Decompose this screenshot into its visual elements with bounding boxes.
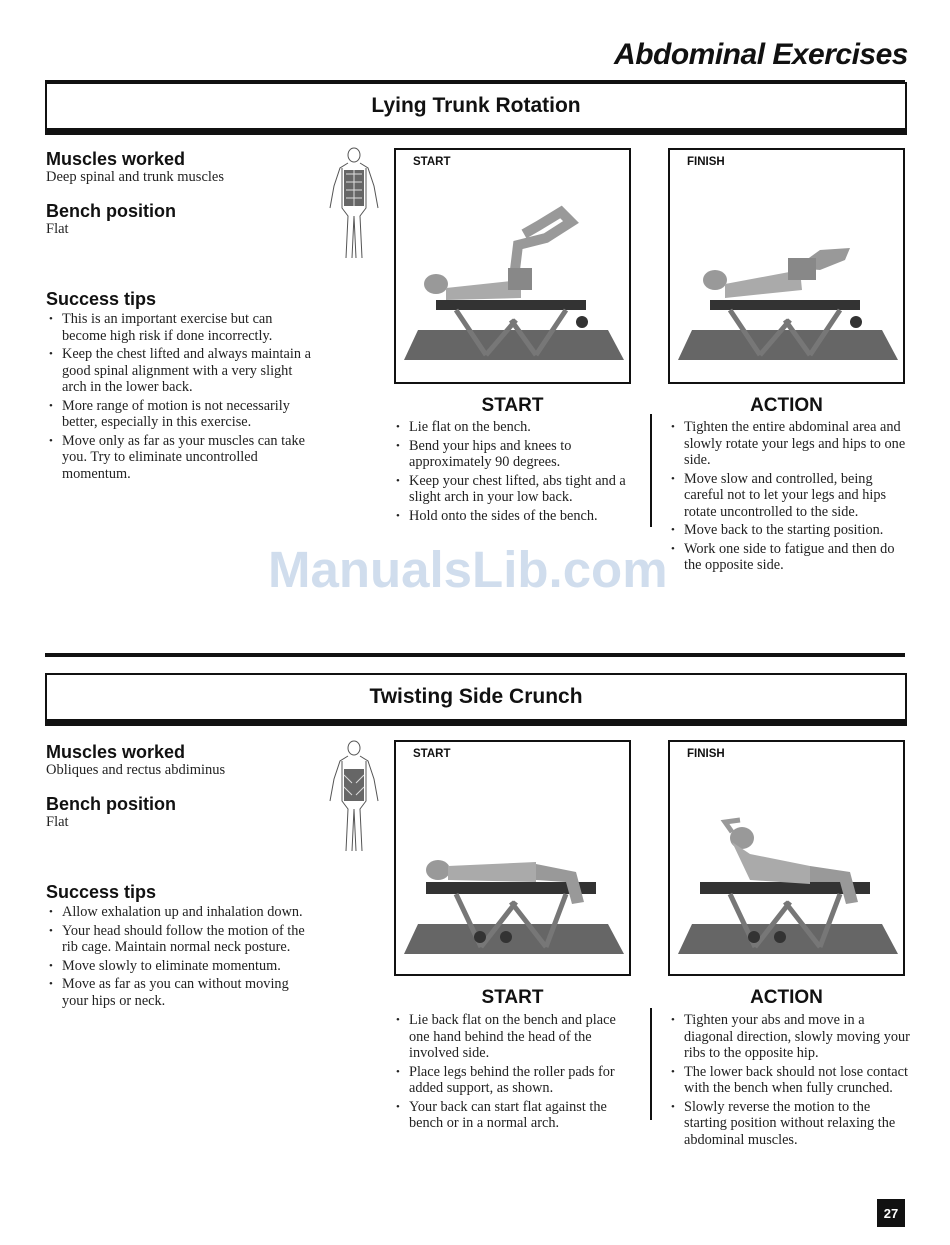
bench-heading: Bench position xyxy=(46,201,176,221)
muscle-anatomy-figure-icon xyxy=(326,739,382,857)
exercise-illustration-icon xyxy=(396,150,629,382)
step-item: • Tighten your abs and move in a diagonal direction, slowly moving your ribs to the opposite hip. xyxy=(684,1012,910,1062)
start-heading: START xyxy=(481,987,544,1008)
tip-item: • Move as far as you can without moving your hips or neck. xyxy=(62,976,314,1009)
column-divider xyxy=(650,414,652,527)
start-photo xyxy=(394,148,631,384)
step-item: • Tighten the entire abdominal area and slowly rotate your legs and hips to one side. xyxy=(684,419,910,469)
page-title: Abdominal Exercises xyxy=(614,38,908,71)
section-divider xyxy=(45,653,905,657)
tip-item: • Keep the chest lifted and always maintain a good spinal alignment with a very slight arch in the lower back. xyxy=(62,346,314,396)
tip-item: • Your head should follow the motion of the rib cage. Maintain normal neck posture. xyxy=(62,923,314,956)
step-item: • Move slow and controlled, being careful not to let your legs and hips rotate uncontrolled to the side. xyxy=(684,471,910,521)
step-item: • Hold onto the sides of the bench. xyxy=(409,508,638,525)
finish-photo xyxy=(668,148,905,384)
tip-item: • More range of motion is not necessarily better, especially in this exercise. xyxy=(62,398,314,431)
watermark: ManualsLib.com xyxy=(268,541,668,598)
section-title-lying-trunk-rotation: Lying Trunk Rotation xyxy=(45,82,907,135)
bench-text: Flat xyxy=(46,814,69,830)
step-item: • Slowly reverse the motion to the starting position without relaxing the abdominal muscles. xyxy=(684,1099,910,1149)
step-item: • Your back can start flat against the bench or in a normal arch. xyxy=(409,1099,638,1132)
tip-item: • Allow exhalation up and inhalation down. xyxy=(62,904,314,921)
start-steps-1 xyxy=(393,417,638,526)
bench-heading: Bench position xyxy=(46,794,176,814)
start-heading: START xyxy=(481,395,544,416)
column-divider xyxy=(650,1008,652,1120)
exercise-illustration-icon xyxy=(670,150,903,382)
action-steps-2 xyxy=(668,1010,910,1150)
muscles-block-1 xyxy=(46,149,316,185)
step-item: • Keep your chest lifted, abs tight and a slight arch in your low back. xyxy=(409,473,638,506)
bench-block-1 xyxy=(46,201,316,237)
step-item: • Move back to the starting position. xyxy=(684,522,910,539)
tips-heading: Success tips xyxy=(46,289,157,309)
exercise-illustration-icon xyxy=(396,742,629,974)
exercise-illustration-icon xyxy=(670,742,903,974)
action-steps-1 xyxy=(668,417,910,576)
success-tips-2 xyxy=(46,882,314,1011)
muscles-heading: Muscles worked xyxy=(46,149,186,169)
bench-block-2 xyxy=(46,794,316,830)
muscles-block-2 xyxy=(46,742,316,778)
photo-label: START xyxy=(413,748,451,760)
action-heading: ACTION xyxy=(750,987,823,1008)
action-heading: ACTION xyxy=(750,395,823,416)
start-steps-2 xyxy=(393,1010,638,1134)
tip-item: • Move only as far as your muscles can take you. Try to eliminate uncontrolled momentum. xyxy=(62,433,314,483)
tips-heading: Success tips xyxy=(46,882,157,902)
step-item: • The lower back should not lose contact with the bench when fully crunched. xyxy=(684,1064,910,1097)
page-number: 27 xyxy=(877,1199,905,1227)
muscles-text: Deep spinal and trunk muscles xyxy=(46,169,224,185)
start-photo xyxy=(394,740,631,976)
step-item: • Lie flat on the bench. xyxy=(409,419,638,436)
step-item: • Work one side to fatigue and then do the opposite side. xyxy=(684,541,910,574)
bench-text: Flat xyxy=(46,221,69,237)
muscle-anatomy-figure-icon xyxy=(326,146,382,264)
step-item: • Lie back flat on the bench and place one hand behind the head of the involved side. xyxy=(409,1012,638,1062)
muscles-heading: Muscles worked xyxy=(46,742,186,762)
step-item: • Place legs behind the roller pads for added support, as shown. xyxy=(409,1064,638,1097)
photo-label: START xyxy=(413,156,451,168)
tip-item: • Move slowly to eliminate momentum. xyxy=(62,958,314,975)
photo-label: FINISH xyxy=(687,748,725,760)
muscles-text: Obliques and rectus abdiminus xyxy=(46,762,226,778)
step-item: • Bend your hips and knees to approximately 90 degrees. xyxy=(409,438,638,471)
section-title-twisting-side-crunch: Twisting Side Crunch xyxy=(45,673,907,726)
finish-photo xyxy=(668,740,905,976)
tip-item: • This is an important exercise but can become high risk if done incorrectly. xyxy=(62,311,314,344)
photo-label: FINISH xyxy=(687,156,725,168)
success-tips-1 xyxy=(46,289,314,484)
